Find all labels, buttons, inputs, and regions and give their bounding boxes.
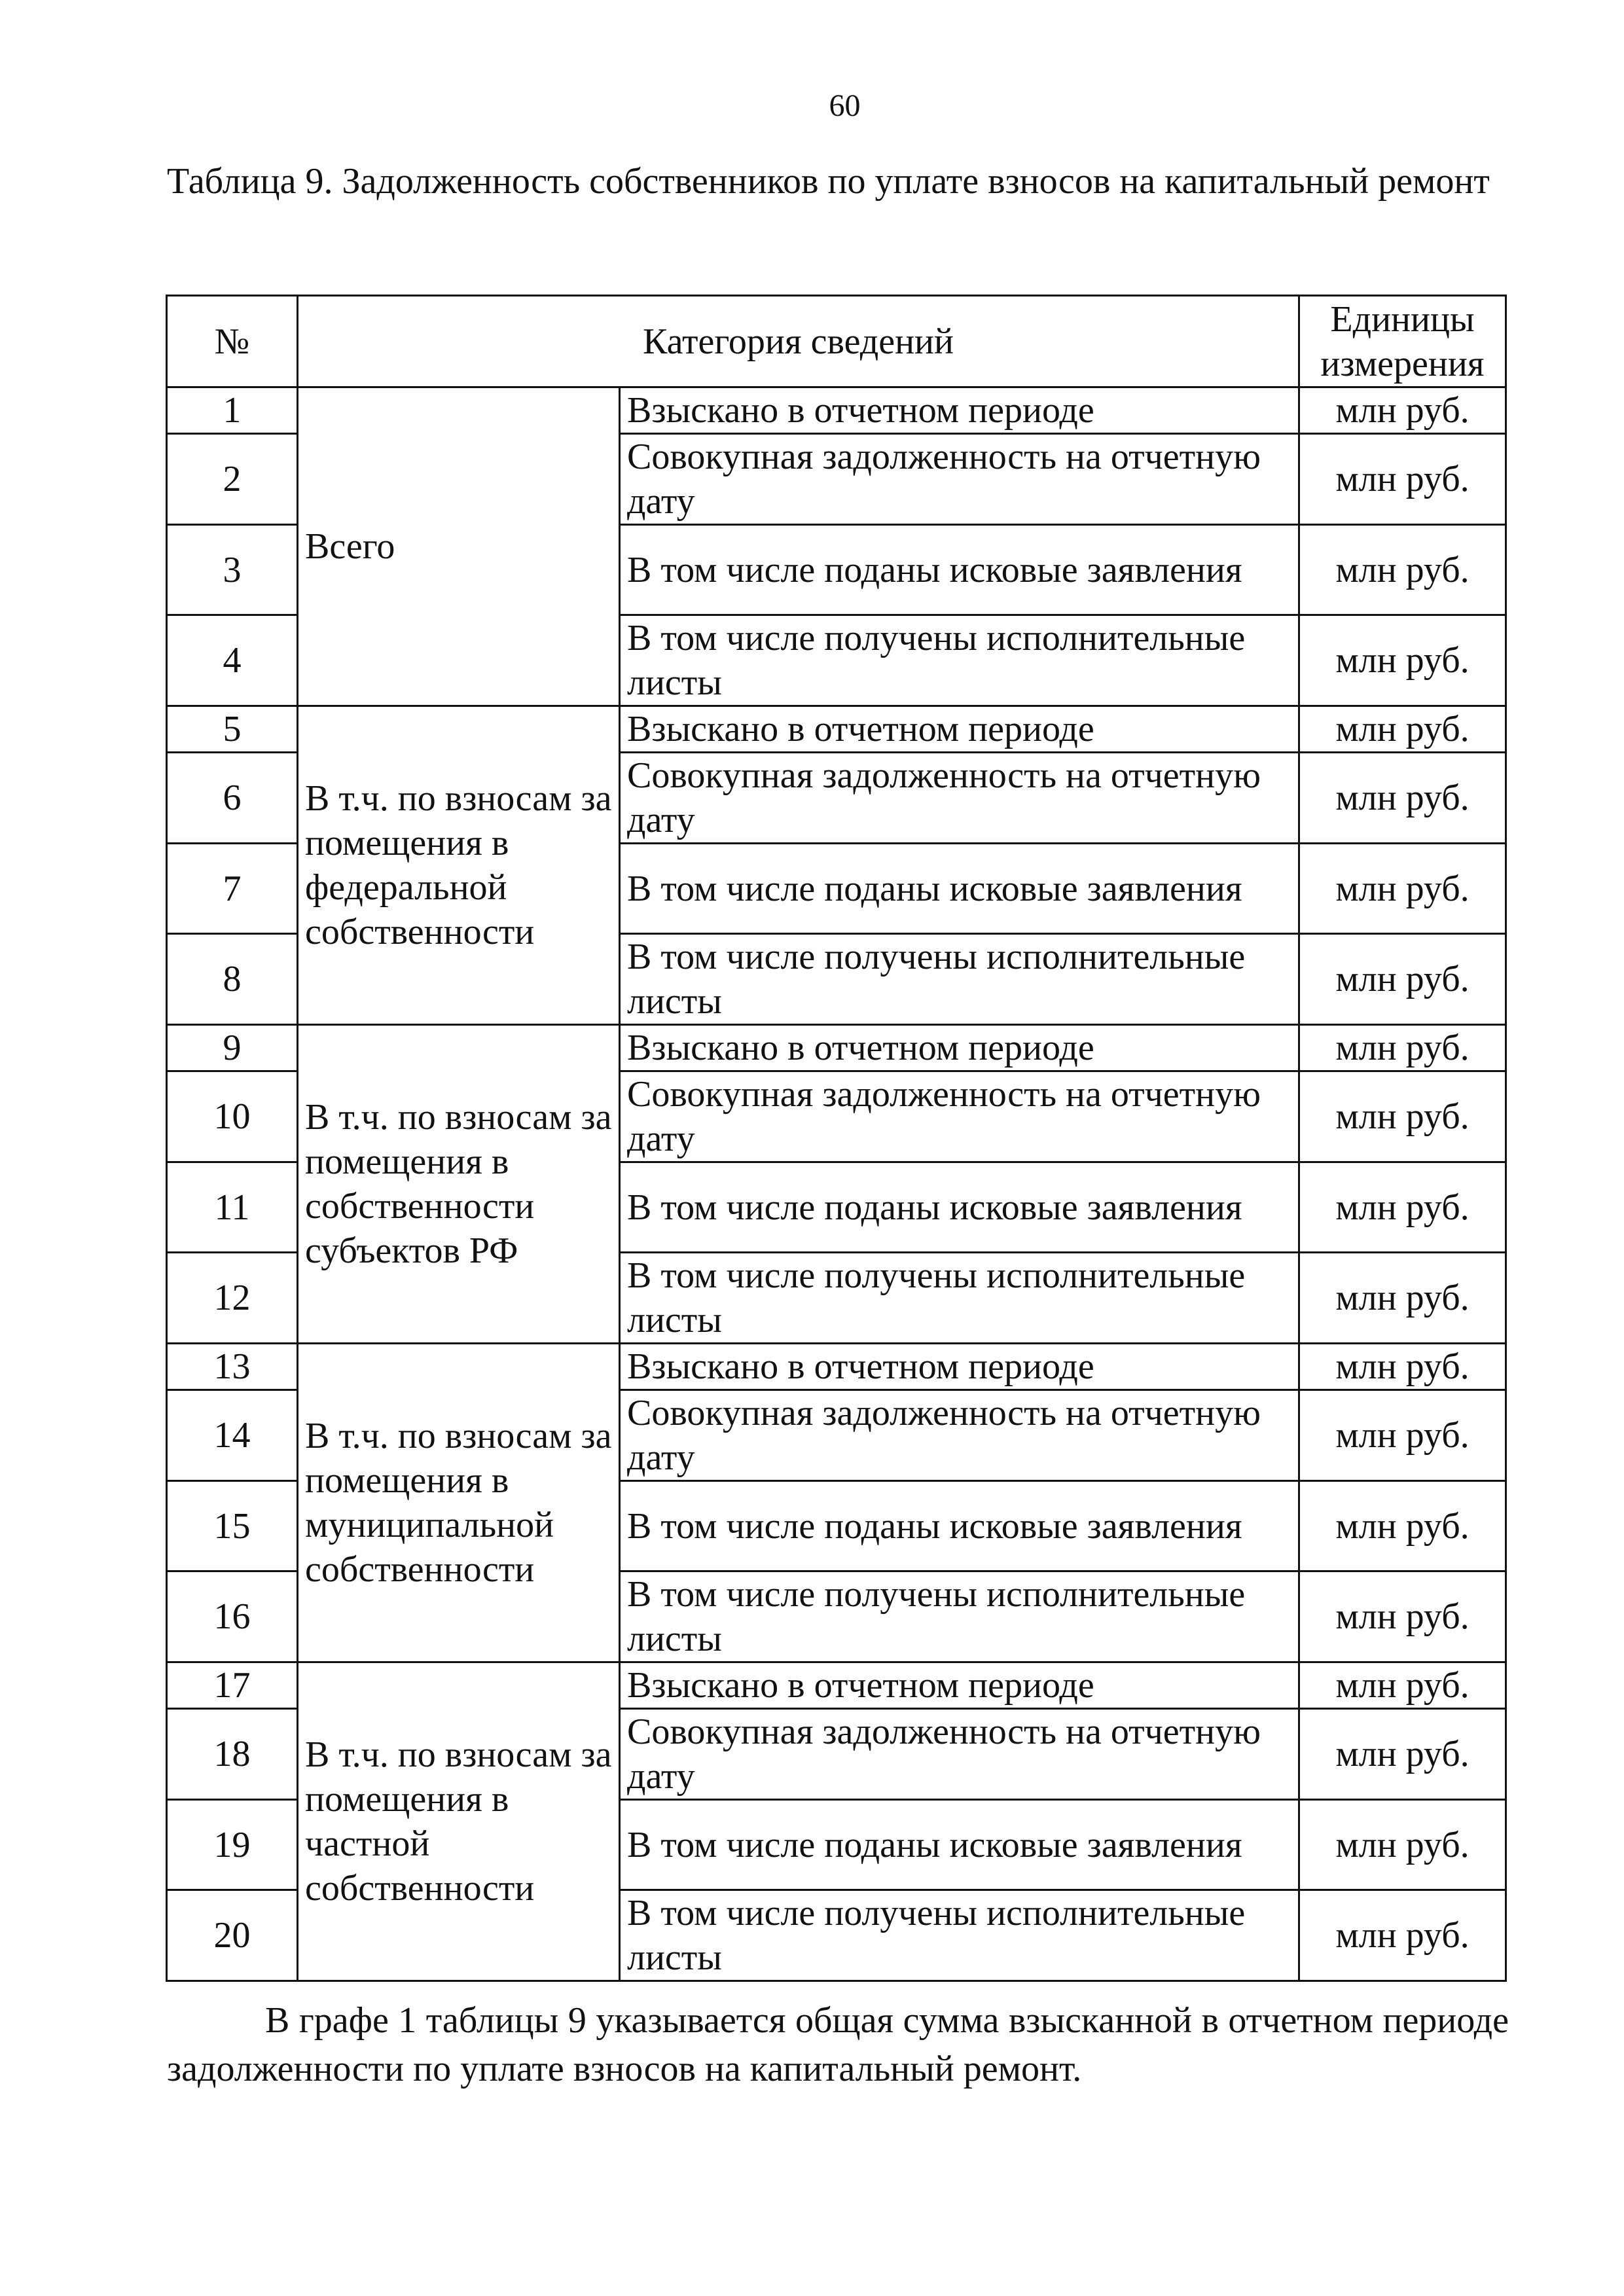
row-item: Совокупная задолженность на отчетную дату (620, 753, 1299, 844)
row-number: 11 (167, 1162, 298, 1253)
row-unit: млн руб. (1299, 1344, 1506, 1390)
footer-paragraph: В графе 1 таблицы 9 указывается общая сумма взысканной в отчетном периоде задолженности по уплате взносов на капитальный ремонт. (167, 2000, 1509, 2089)
row-unit: млн руб. (1299, 1025, 1506, 1071)
row-unit: млн руб. (1299, 1071, 1506, 1162)
row-unit: млн руб. (1299, 1253, 1506, 1344)
row-item: Совокупная задолженность на отчетную дату (620, 1390, 1299, 1481)
row-number: 7 (167, 844, 298, 934)
row-item: В том числе поданы исковые заявления (620, 525, 1299, 615)
row-unit: млн руб. (1299, 753, 1506, 844)
row-unit: млн руб. (1299, 1800, 1506, 1890)
group-label: В т.ч. по взносам за помещения в муниципальной собственности (298, 1344, 620, 1662)
row-number: 8 (167, 934, 298, 1025)
row-number: 5 (167, 706, 298, 753)
table-title: Таблица 9. Задолженность собственников по уплате взносов на капитальный ремонт (167, 161, 1490, 202)
row-unit: млн руб. (1299, 1890, 1506, 1981)
table-row (167, 706, 1506, 753)
row-unit: млн руб. (1299, 387, 1506, 434)
row-number: 1 (167, 387, 298, 434)
row-unit: млн руб. (1299, 706, 1506, 753)
table-row (167, 1025, 1506, 1071)
row-unit: млн руб. (1299, 434, 1506, 525)
row-number: 19 (167, 1800, 298, 1890)
row-number: 20 (167, 1890, 298, 1981)
group-label: Всего (298, 387, 620, 706)
row-item: В том числе поданы исковые заявления (620, 1800, 1299, 1890)
debt-table (166, 295, 1507, 1982)
row-item: Взыскано в отчетном периоде (620, 1025, 1299, 1071)
row-unit: млн руб. (1299, 1481, 1506, 1571)
row-item: Взыскано в отчетном периоде (620, 706, 1299, 753)
row-unit: млн руб. (1299, 1162, 1506, 1253)
row-number: 15 (167, 1481, 298, 1571)
row-item: Взыскано в отчетном периоде (620, 1344, 1299, 1390)
row-item: В том числе получены исполнительные листы (620, 934, 1299, 1025)
row-item: В том числе получены исполнительные листы (620, 1253, 1299, 1344)
row-number: 16 (167, 1571, 298, 1662)
row-number: 14 (167, 1390, 298, 1481)
row-number: 3 (167, 525, 298, 615)
row-item: В том числе поданы исковые заявления (620, 1162, 1299, 1253)
row-unit: млн руб. (1299, 1709, 1506, 1800)
header-number: № (167, 296, 298, 387)
row-item: В том числе поданы исковые заявления (620, 844, 1299, 934)
row-item: Совокупная задолженность на отчетную дату (620, 434, 1299, 525)
row-item: В том числе получены исполнительные листы (620, 615, 1299, 706)
row-number: 12 (167, 1253, 298, 1344)
row-item: Совокупная задолженность на отчетную дату (620, 1071, 1299, 1162)
row-unit: млн руб. (1299, 525, 1506, 615)
row-number: 9 (167, 1025, 298, 1071)
row-number: 10 (167, 1071, 298, 1162)
row-item: В том числе получены исполнительные листы (620, 1571, 1299, 1662)
row-item: В том числе поданы исковые заявления (620, 1481, 1299, 1571)
row-unit: млн руб. (1299, 615, 1506, 706)
group-label: В т.ч. по взносам за помещения в федеральной собственности (298, 706, 620, 1025)
row-unit: млн руб. (1299, 1390, 1506, 1481)
row-number: 2 (167, 434, 298, 525)
row-unit: млн руб. (1299, 1662, 1506, 1709)
group-label: В т.ч. по взносам за помещения в собственности субъектов РФ (298, 1025, 620, 1344)
row-number: 6 (167, 753, 298, 844)
table-row (167, 387, 1506, 434)
row-number: 17 (167, 1662, 298, 1709)
row-number: 18 (167, 1709, 298, 1800)
header-category: Категория сведений (298, 296, 1299, 387)
header-unit: Единицы измерения (1299, 296, 1506, 387)
table-row (167, 1344, 1506, 1390)
row-unit: млн руб. (1299, 934, 1506, 1025)
row-unit: млн руб. (1299, 1571, 1506, 1662)
row-number: 4 (167, 615, 298, 706)
row-unit: млн руб. (1299, 844, 1506, 934)
table-header-row (167, 296, 1506, 387)
row-number: 13 (167, 1344, 298, 1390)
row-item: Взыскано в отчетном периоде (620, 1662, 1299, 1709)
page-number: 60 (829, 88, 861, 123)
row-item: Совокупная задолженность на отчетную дату (620, 1709, 1299, 1800)
row-item: Взыскано в отчетном периоде (620, 387, 1299, 434)
table-row (167, 1662, 1506, 1709)
row-item: В том числе получены исполнительные листы (620, 1890, 1299, 1981)
group-label: В т.ч. по взносам за помещения в частной собственности (298, 1662, 620, 1981)
